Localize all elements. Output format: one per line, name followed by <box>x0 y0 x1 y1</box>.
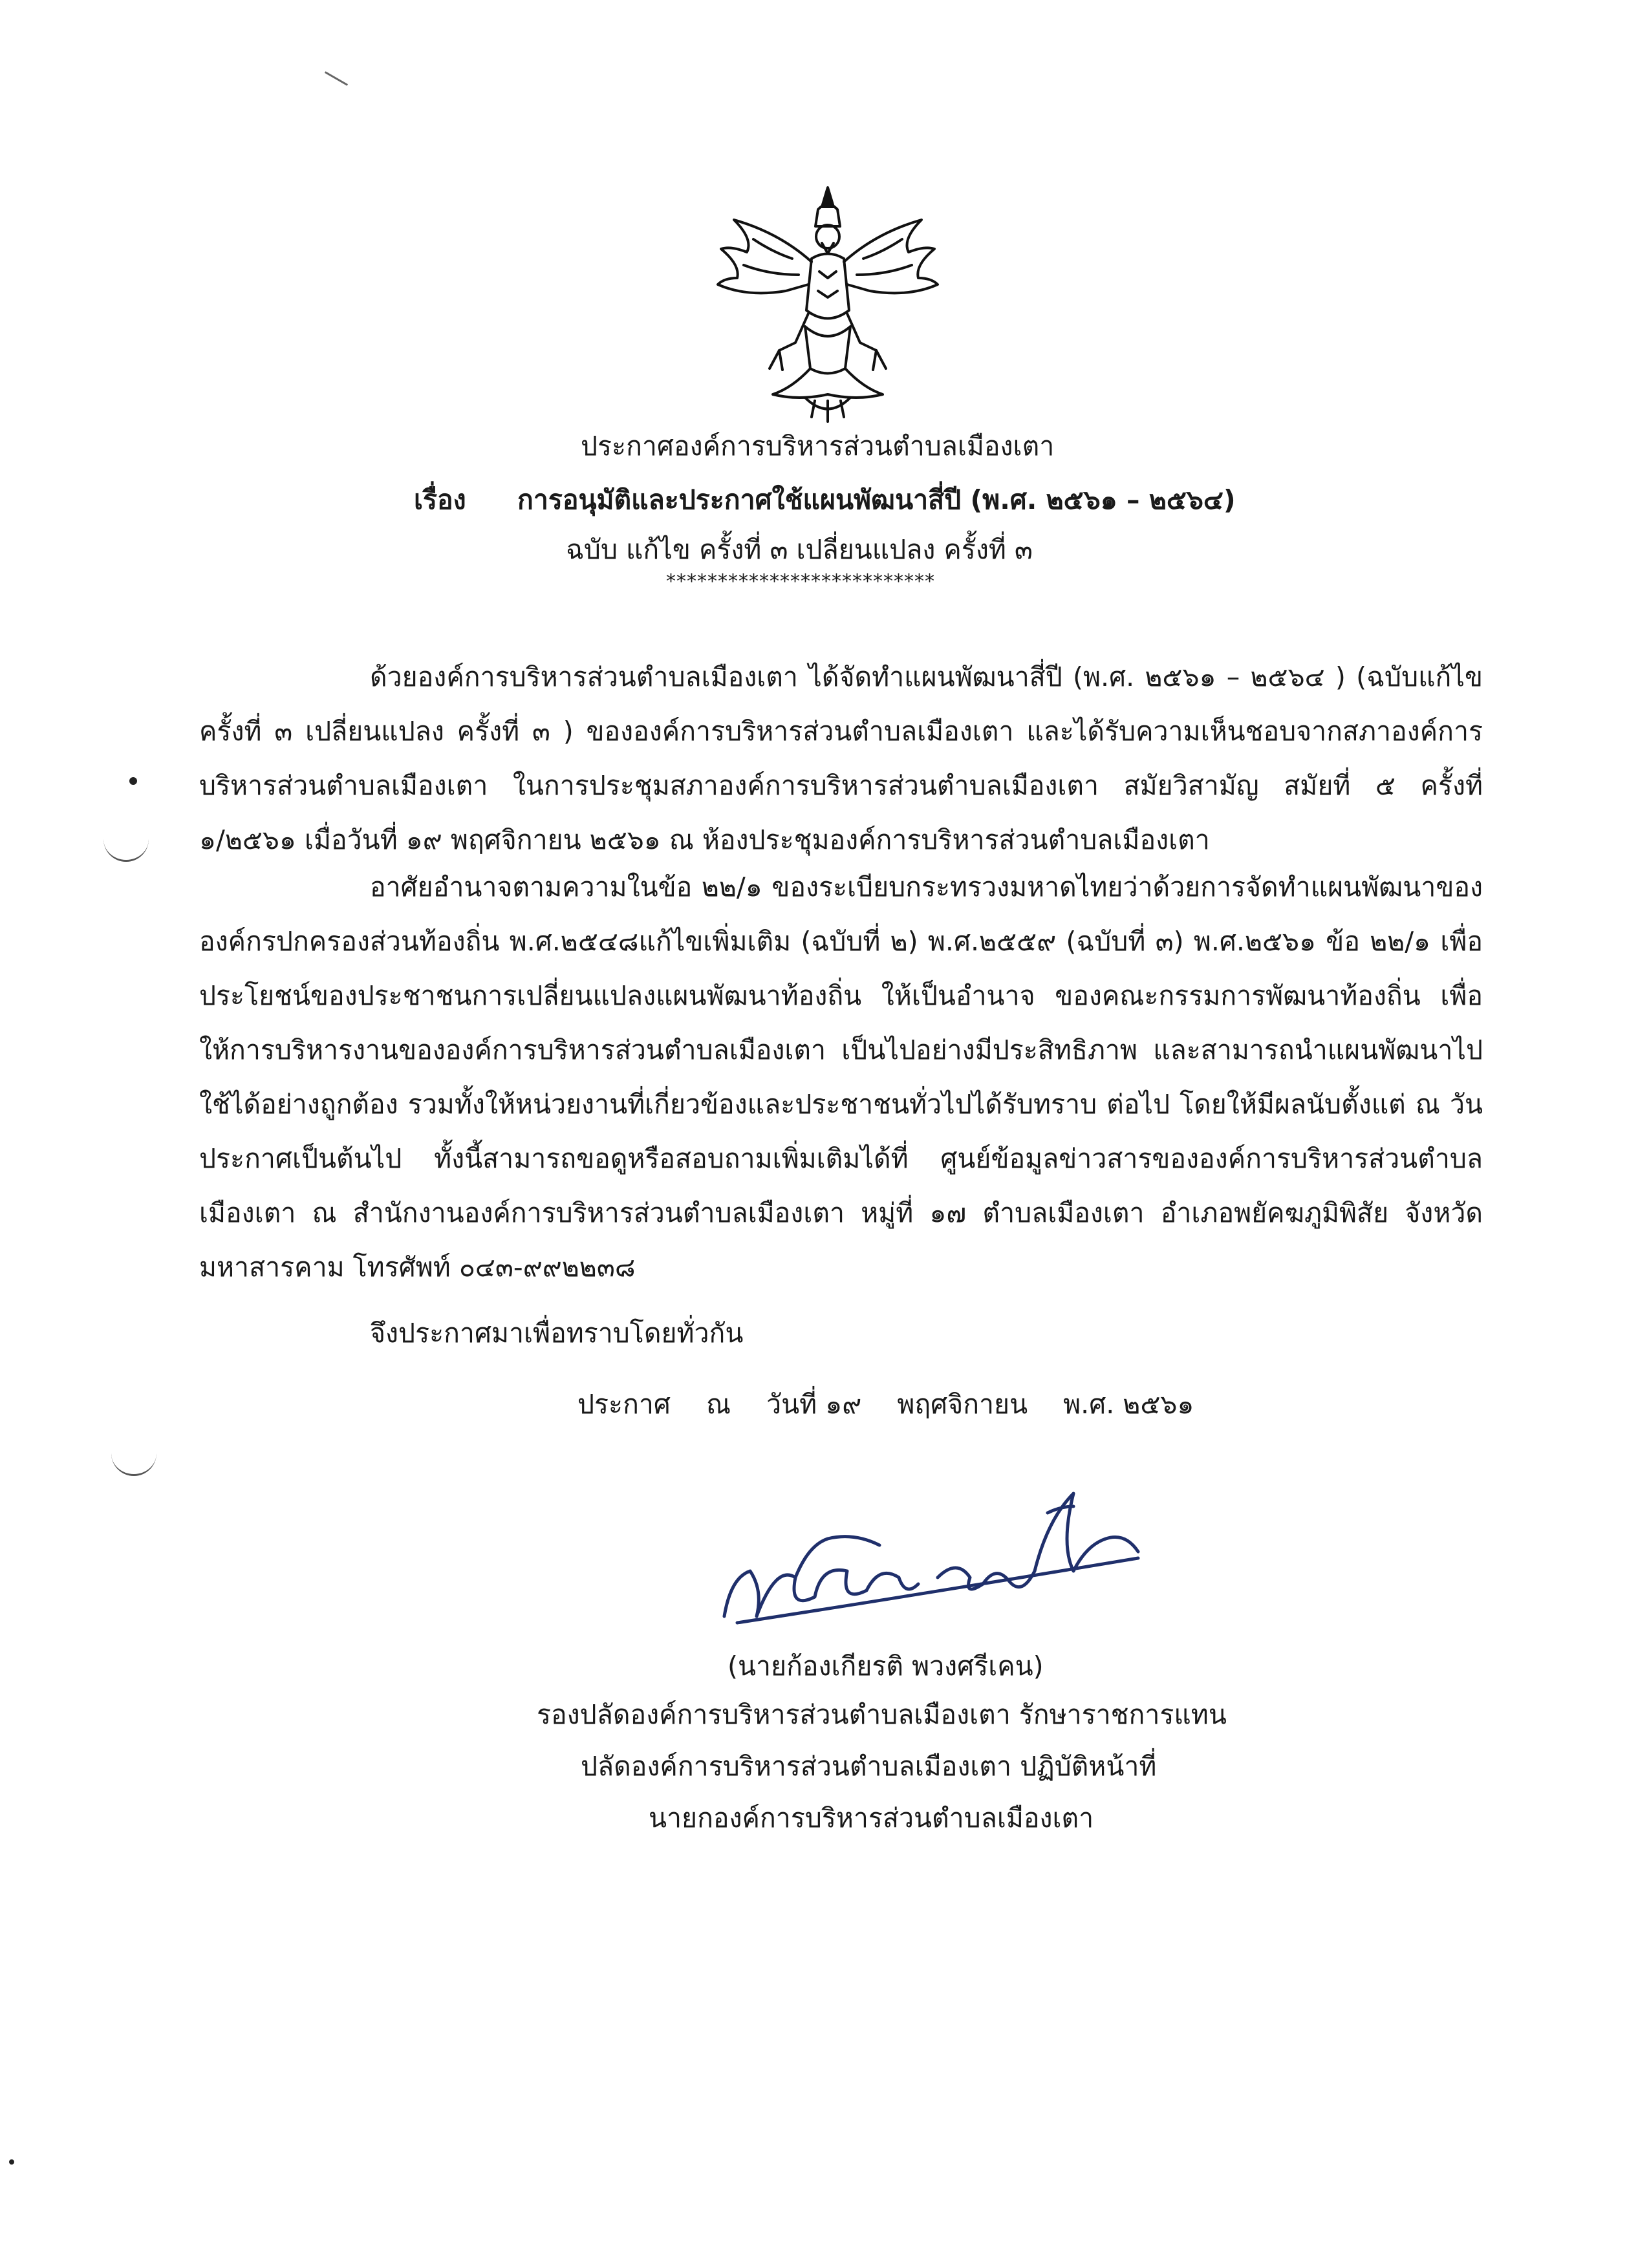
date-day: วันที่ ๑๙ <box>766 1389 862 1420</box>
signatory-title-2: ปลัดองค์การบริหารส่วนตำบลเมืองเตา ปฏิบัติหน้าที่ <box>581 1751 1157 1782</box>
announce-word: ประกาศ <box>577 1389 671 1420</box>
scan-dot <box>129 777 137 785</box>
body-paragraph-1 <box>199 650 1483 867</box>
signatory-title-1: รองปลัดองค์การบริหารส่วนตำบลเมืองเตา รักษาราชการแทน <box>537 1699 1227 1730</box>
closing-line: จึงประกาศมาเพื่อทราบโดยทั่วกัน <box>370 1318 744 1349</box>
subject-line <box>414 480 1236 519</box>
header-separator: ************************** <box>666 570 935 593</box>
body-paragraph-2 <box>199 860 1483 1294</box>
at-word: ณ <box>706 1389 731 1420</box>
paragraph-2-text: อาศัยอำนาจตามความในข้อ ๒๒/๑ ของระเบียบกระทรวงมหาดไทยว่าด้วยการจัดทำแผนพัฒนาขององค์กรปกครองส่วนท้องถิ่น พ.ศ.๒๕๔๘แก้ไขเพิ่มเติม (ฉบับที่ ๒) พ.ศ.๒๕๕๙ (ฉบับที่ ๓) พ.ศ.๒๕๖๑ ข้อ ๒๒/๑ เพื่อประโยชน์ของประชาชนการเปลี่ยนแปลงแผนพัฒนาท้องถิ่น ให้เป็นอำนาจ ของคณะกรรมการพัฒนาท้องถิ่น เพื่อให้การบริหารงานขององค์การบริหารส่วนตำบลเมืองเตา เป็นไปอย่างมีประสิทธิภาพ และสามารถนำแผนพัฒนาไปใช้ได้อย่างถูกต้อง รวมทั้งให้หน่วยงานที่เกี่ยวข้องและประชาชนทั่วไปได้รับทราบ ต่อไป โดยให้มีผลนับตั้งแต่ ณ วันประกาศเป็นต้นไป ทั้งนี้สามารถขอดูหรือสอบถามเพิ่มเติมได้ที่ ศูนย์ข้อมูลข่าวสารขององค์การบริหารส่วนตำบลเมืองเตา ณ สำนักงานองค์การบริหารส่วนตำบลเมืองเตา หมู่ที่ ๑๗ ตำบลเมืองเตา อำเภอพยัคฆภูมิพิสัย จังหวัดมหาสารคาม โทรศัพท์ ๐๔๓-๙๙๒๒๓๘ <box>199 872 1483 1283</box>
punch-hole-mark <box>111 1448 156 1476</box>
signatory-name: (นายก้องเกียรติ พวงศรีเคน) <box>727 1651 1044 1682</box>
subject-text: การอนุมัติและประกาศใช้แผนพัฒนาสี่ปี (พ.ศ. ๒๕๖๑ – ๒๕๖๔) <box>517 484 1236 515</box>
paragraph-1-text: ด้วยองค์การบริหารส่วนตำบลเมืองเตา ได้จัดทำแผนพัฒนาสี่ปี (พ.ศ. ๒๕๖๑ – ๒๕๖๔ ) (ฉบับแก้ไข ครั้งที่ ๓ เปลี่ยนแปลง ครั้งที่ ๓ ) ขององค์การบริหารส่วนตำบลเมืองเตา และได้รับความเห็นชอบจากสภาองค์การบริหารส่วนตำบลเมืองเตา ในการประชุมสภาองค์การบริหารส่วนตำบลเมืองเตา สมัยวิสามัญ สมัยที่ ๕ ครั้งที่ ๑/๒๕๖๑ เมื่อวันที่ ๑๙ พฤศจิกายน ๒๕๖๑ ณ ห้องประชุมองค์การบริหารส่วนตำบลเมืองเตา <box>199 661 1483 855</box>
date-year: พ.ศ. ๒๕๖๑ <box>1063 1389 1194 1420</box>
issuer-heading: ประกาศองค์การบริหารส่วนตำบลเมืองเตา <box>581 431 1055 462</box>
date-month: พฤศจิกายน <box>897 1389 1028 1420</box>
signature <box>711 1468 1151 1636</box>
edition-line: ฉบับ แก้ไข ครั้งที่ ๓ เปลี่ยนแปลง ครั้งที่ ๓ <box>566 534 1033 565</box>
punch-hole-mark <box>103 834 149 862</box>
signatory-title-3: นายกองค์การบริหารส่วนตำบลเมืองเตา <box>649 1803 1094 1834</box>
scan-dot <box>9 2159 14 2165</box>
subject-label: เรื่อง <box>414 484 466 515</box>
date-line <box>577 1384 1221 1426</box>
scan-mark <box>325 71 348 86</box>
garuda-emblem-icon <box>708 181 947 427</box>
